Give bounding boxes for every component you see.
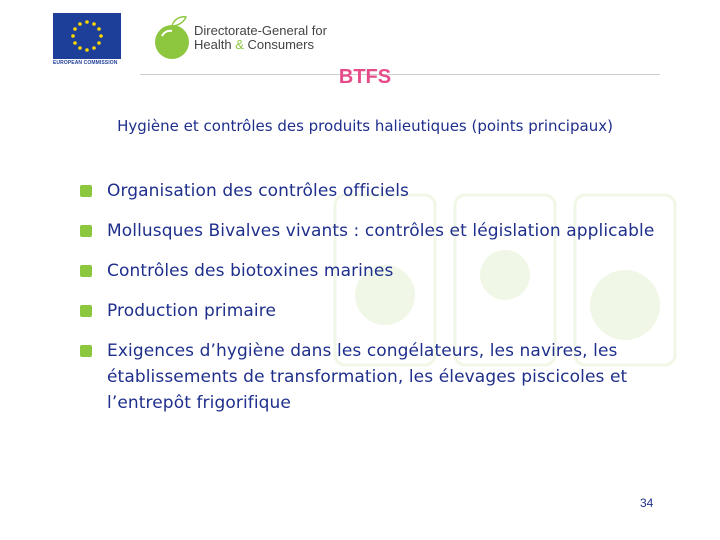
dg-line-1: Directorate-General for — [194, 23, 327, 38]
bullet-text: Organisation des contrôles officiels — [107, 181, 409, 201]
bullet-item — [80, 258, 690, 284]
bullet-square-icon — [80, 305, 92, 317]
page-number: 34 — [640, 496, 654, 510]
bullet-item — [80, 338, 690, 416]
dg-line-2-b: Consumers — [243, 37, 314, 52]
bullet-item — [80, 218, 690, 244]
bullet-item — [80, 178, 690, 204]
bullet-text: Mollusques Bivalves vivants : contrôles et législation applicable — [107, 221, 655, 241]
dg-line-2-a: Health — [194, 37, 236, 52]
bullet-square-icon — [80, 345, 92, 357]
eu-stars-icon — [53, 13, 121, 59]
bullet-text: Exigences d’hygiène dans les congélateurs, les navires, les établissements de transformation, les élevages piscicoles et l’entrepôt frigorifique — [107, 341, 628, 413]
eu-flag-logo — [53, 13, 121, 59]
eu-caption: EUROPEAN COMMISSION — [53, 60, 118, 66]
slide-title: BTFS — [338, 66, 392, 88]
dg-ampersand: & — [235, 37, 244, 52]
bullet-square-icon — [80, 185, 92, 197]
bullet-list — [80, 178, 690, 430]
bullet-text: Contrôles des biotoxines marines — [107, 261, 394, 281]
dg-health-consumers-logo-text — [194, 24, 327, 52]
bullet-item — [80, 298, 690, 324]
apple-logo-icon — [150, 14, 200, 62]
bullet-square-icon — [80, 225, 92, 237]
dg-line-2 — [194, 38, 327, 52]
bullet-text: Production primaire — [107, 301, 277, 321]
bullet-square-icon — [80, 265, 92, 277]
slide-subtitle: Hygiène et contrôles des produits halieutiques (points principaux) — [117, 117, 613, 135]
